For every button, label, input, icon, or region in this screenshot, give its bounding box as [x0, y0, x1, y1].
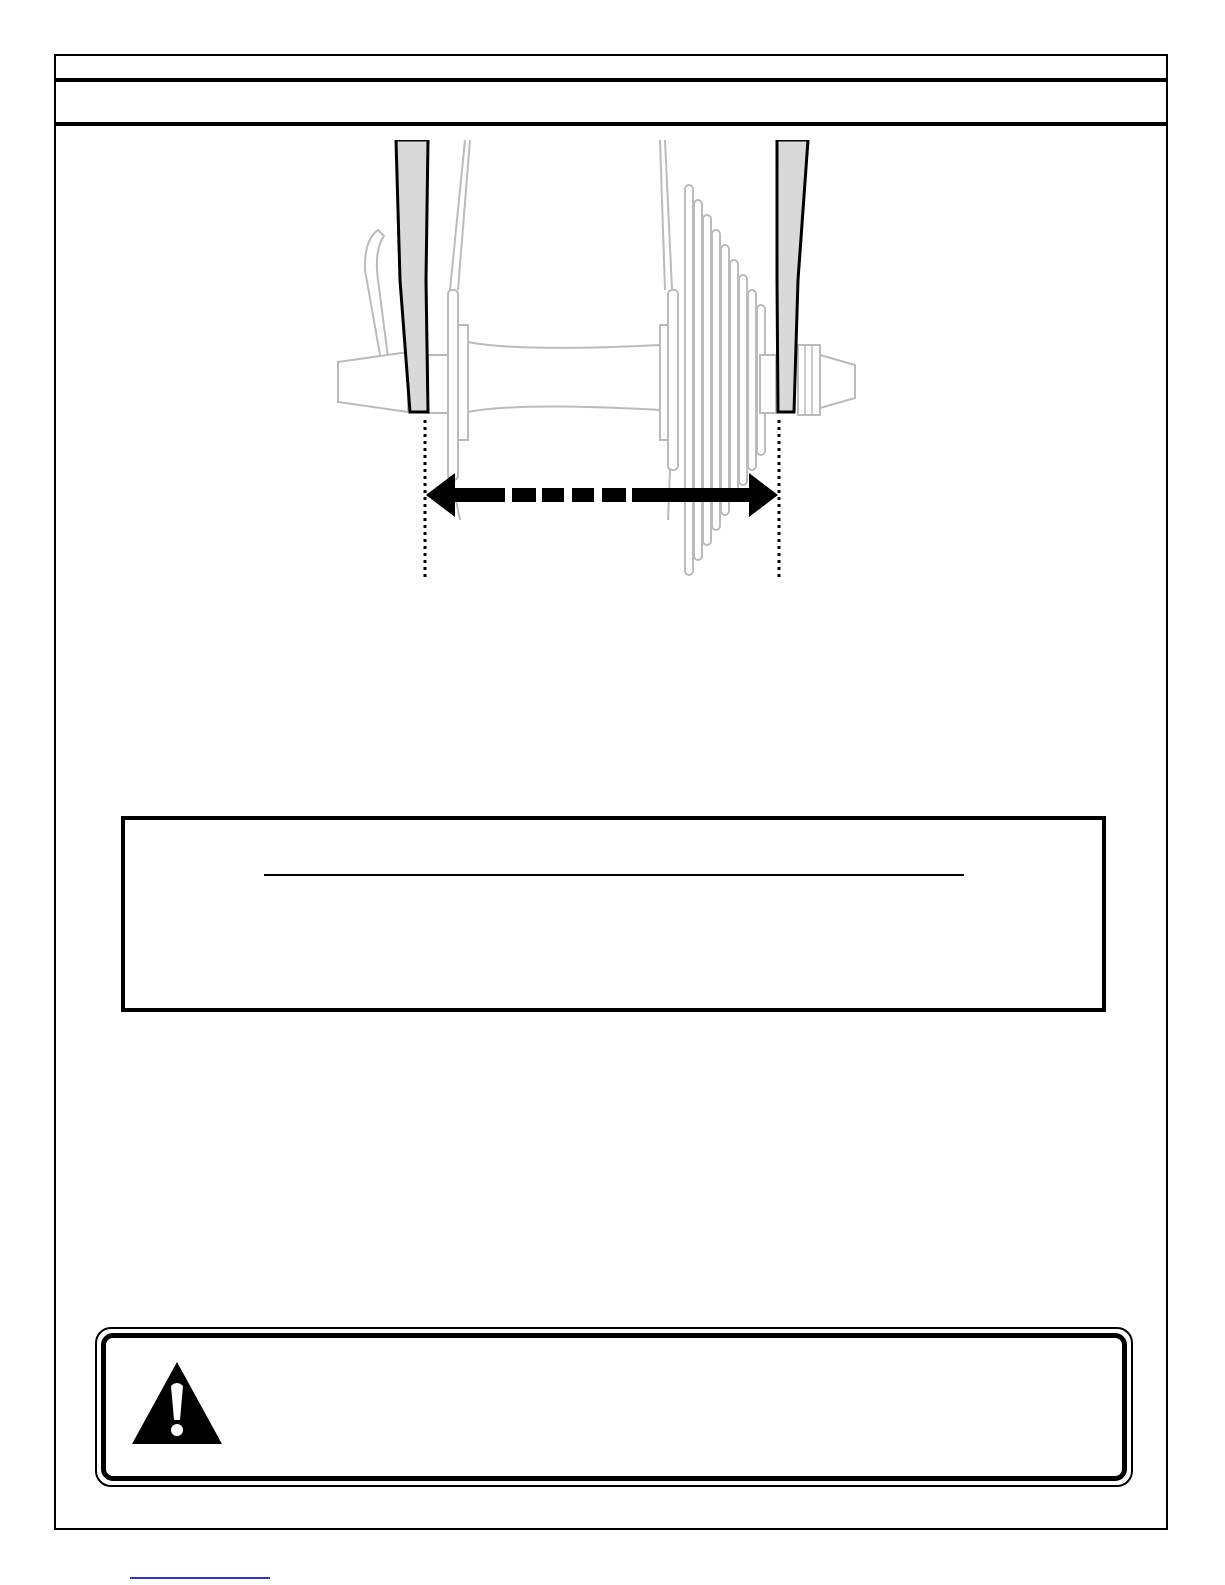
footer-rule-right — [638, 1528, 1168, 1530]
spec-box — [121, 816, 1106, 1012]
warning-box — [101, 1333, 1127, 1481]
hub-body — [468, 342, 660, 412]
locknut-left — [428, 355, 448, 413]
skewer-left — [338, 352, 408, 412]
header-bar — [54, 78, 1168, 126]
spec-heading-rule — [264, 874, 964, 876]
bottom-link-underline[interactable] — [130, 1577, 270, 1579]
cassette — [685, 185, 765, 575]
hub-spacing-illustration — [320, 140, 880, 590]
footer-rule-left — [54, 1528, 594, 1530]
hub-flange-left — [448, 290, 458, 480]
skewer-nut-right — [798, 345, 820, 415]
warning-triangle-icon — [130, 1360, 224, 1446]
locknut-right — [760, 355, 776, 413]
